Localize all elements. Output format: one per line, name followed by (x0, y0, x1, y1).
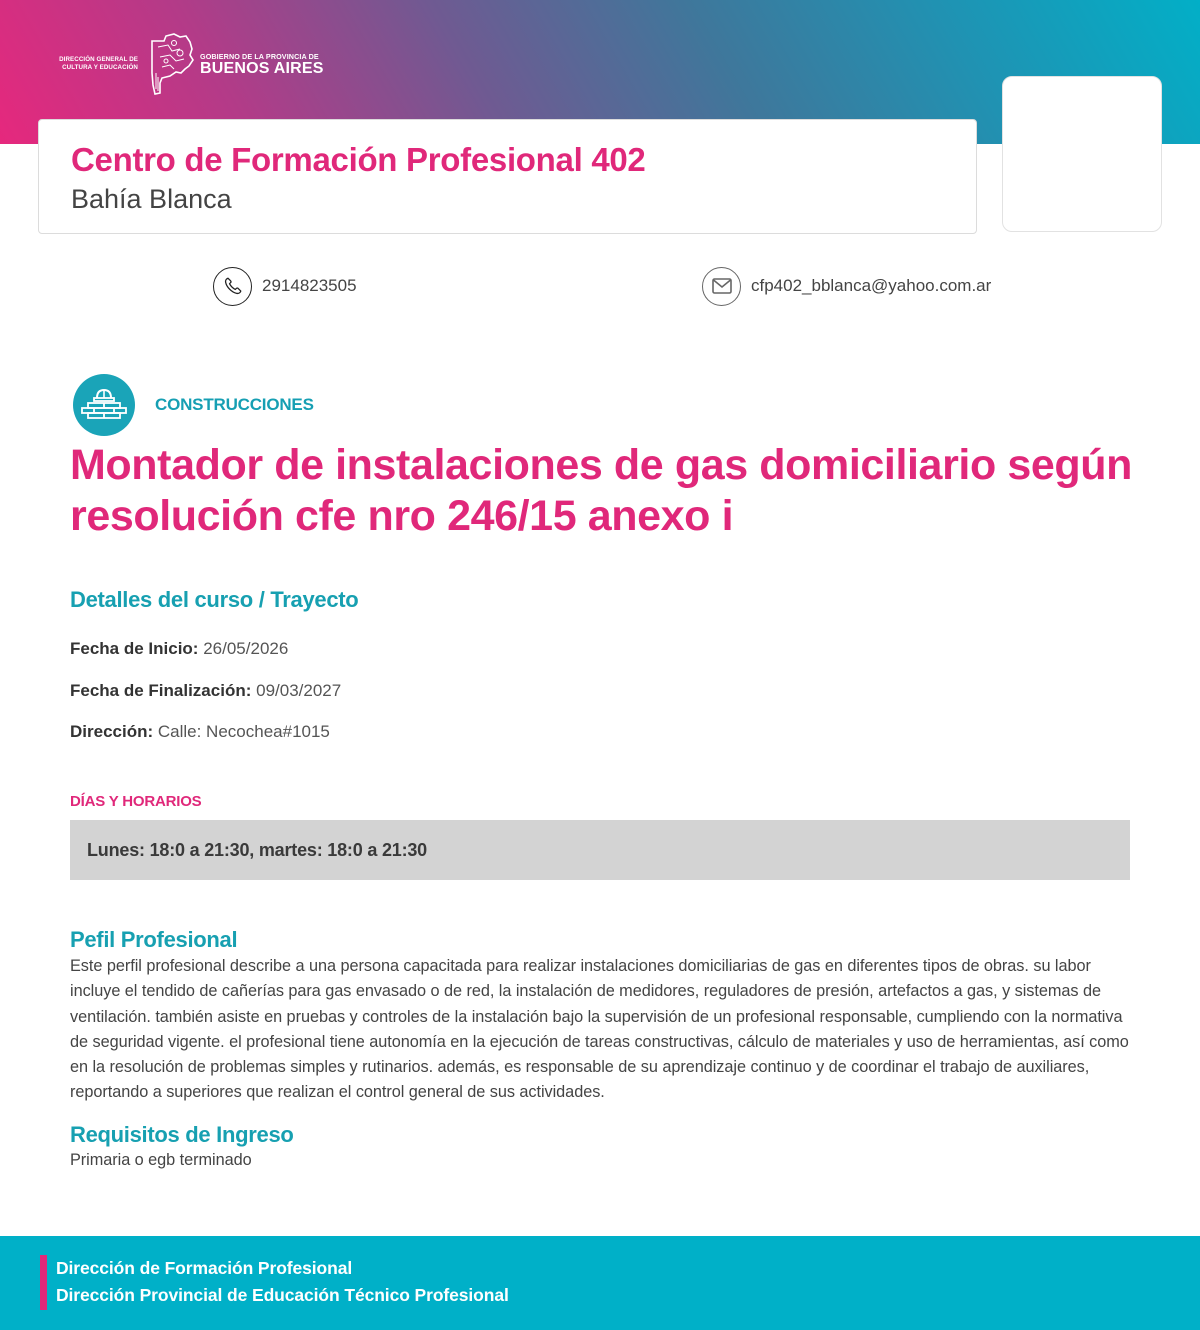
schedule-value: Lunes: 18:0 a 21:30, martes: 18:0 a 21:30 (87, 839, 427, 860)
mail-icon (702, 267, 741, 306)
dgcye-line-1: DIRECCIÓN GENERAL DE (59, 56, 138, 63)
dgcye-line-2: CULTURA Y EDUCACIÓN (62, 64, 138, 71)
dgcye-logo-text (58, 56, 138, 72)
category-label: CONSTRUCCIONES (155, 395, 314, 414)
phone-number: 2914823505 (262, 276, 357, 295)
brick-wall-helmet-icon (73, 374, 135, 436)
start-date-value: 26/05/2026 (203, 639, 289, 658)
institution-card (38, 119, 977, 234)
profile-text: Este perfil profesional describe a una persona capacitada para realizar instalaciones domiciliarias de gas en diferentes tipos de obras. su labor incluye el tendido de cañerías para gas envasado o de red, la instalación de medidores, reguladores de presión, artefactos a gas, y sistemas de ventilación. también asiste en pruebas y controles de la instalación bajo la supervisión de un profesional responsable, cumpliendo con la normativa de seguridad vigente. el profesional tiene autonomía en la ejecución de tareas constructivas, cálculo de materiales y uso de herramientas, así como en la resolución de problemas simples y rutinarios. además, es responsable de su aprendizaje continuo y de coordinar el trabajo de auxiliares, reportando a superiores que realizan el control general de sus actividades. (70, 957, 1129, 1102)
start-date-label: Fecha de Inicio: (70, 639, 199, 658)
schedule-box (70, 820, 1130, 880)
end-date-value: 09/03/2027 (256, 681, 342, 700)
gob-line-2: BUENOS AIRES (200, 59, 324, 77)
schedule-label: DÍAS Y HORARIOS (70, 793, 202, 810)
end-date-label: Fecha de Finalización: (70, 681, 252, 700)
phone-icon (213, 267, 252, 306)
footer-line-2: Dirección Provincial de Educación Técnico Profesional (56, 1285, 509, 1305)
email-address: cfp402_bblanca@yahoo.com.ar (751, 276, 992, 295)
address (70, 722, 330, 742)
email-contact[interactable] (702, 266, 991, 306)
gob-logo-text (200, 52, 324, 77)
footer (0, 1236, 1200, 1330)
end-date (70, 681, 341, 701)
institution-name: Centro de Formación Profesional 402 (71, 141, 646, 178)
course-category (73, 374, 314, 436)
footer-line-1: Dirección de Formación Profesional (56, 1258, 353, 1278)
profile-heading: Pefil Profesional (70, 927, 238, 952)
requirements-heading: Requisitos de Ingreso (70, 1122, 294, 1147)
course-title: Montador de instalaciones de gas domiciliario según resolución cfe nro 246/15 anexo i (70, 441, 1132, 540)
gob-line-1: GOBIERNO DE LA PROVINCIA DE (200, 51, 319, 61)
institution-image-placeholder (1002, 76, 1162, 232)
government-logo (58, 33, 324, 95)
requirements-text: Primaria o egb terminado (70, 1151, 252, 1169)
institution-city: Bahía Blanca (71, 184, 232, 214)
start-date (70, 639, 288, 659)
address-label: Dirección: (70, 722, 154, 741)
address-value: Calle: Necochea#1015 (157, 722, 330, 741)
footer-accent-bar (40, 1255, 47, 1310)
phone-contact[interactable] (213, 266, 357, 306)
buenos-aires-province-map-icon (150, 33, 194, 95)
details-heading: Detalles del curso / Trayecto (70, 587, 359, 612)
